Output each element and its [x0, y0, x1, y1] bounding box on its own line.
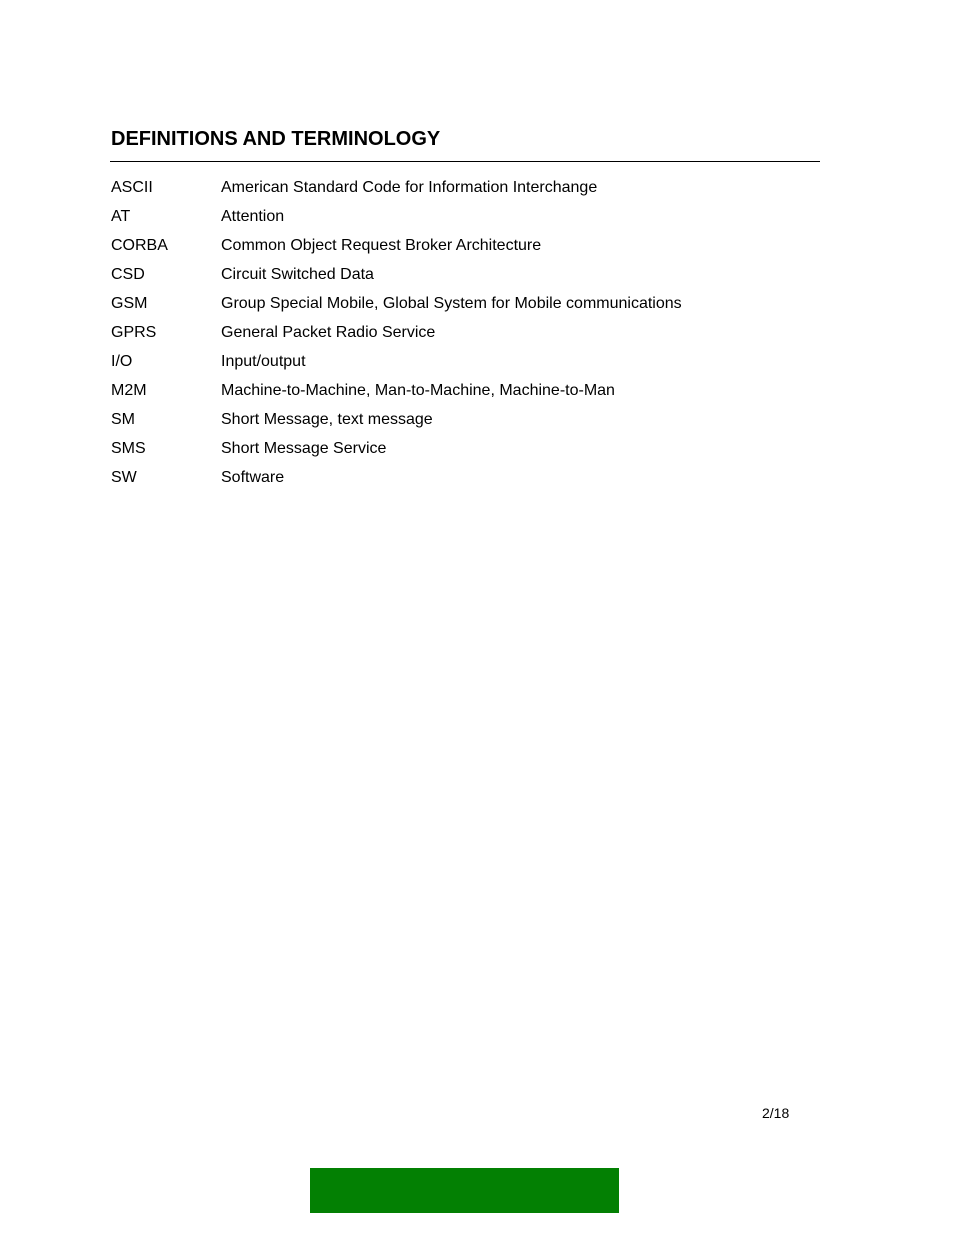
- term-definition: Circuit Switched Data: [221, 265, 374, 283]
- term-row: [111, 347, 682, 376]
- term-abbreviation: SW: [111, 468, 137, 486]
- page-title: DEFINITIONS AND TERMINOLOGY: [111, 128, 441, 150]
- term-definition: Group Special Mobile, Global System for Mobile communications: [221, 294, 682, 312]
- term-row: [111, 405, 682, 434]
- term-abbreviation: M2M: [111, 381, 147, 399]
- term-abbreviation: AT: [111, 207, 131, 225]
- term-row: [111, 173, 682, 202]
- term-abbreviation: GSM: [111, 294, 148, 312]
- term-definition: Software: [221, 468, 285, 486]
- footer-color-bar: [310, 1168, 619, 1213]
- term-abbreviation: ASCII: [111, 178, 153, 196]
- term-definition: American Standard Code for Information Interchange: [221, 178, 598, 196]
- term-row: [111, 376, 682, 405]
- terms-list: [111, 173, 682, 492]
- term-definition: Input/output: [221, 352, 306, 370]
- term-row: [111, 260, 682, 289]
- title-divider: [110, 161, 820, 162]
- term-definition: Short Message Service: [221, 439, 387, 457]
- term-row: [111, 434, 682, 463]
- page-number: 2/18: [762, 1105, 790, 1121]
- term-definition: Short Message, text message: [221, 410, 433, 428]
- term-row: [111, 202, 682, 231]
- term-row: [111, 231, 682, 260]
- term-row: [111, 463, 682, 492]
- term-abbreviation: SM: [111, 410, 135, 428]
- term-definition: Common Object Request Broker Architecture: [221, 236, 542, 254]
- term-row: [111, 318, 682, 347]
- term-abbreviation: I/O: [111, 352, 133, 370]
- term-definition: General Packet Radio Service: [221, 323, 436, 341]
- term-abbreviation: CSD: [111, 265, 145, 283]
- term-abbreviation: GPRS: [111, 323, 157, 341]
- term-abbreviation: SMS: [111, 439, 146, 457]
- term-row: [111, 289, 682, 318]
- term-definition: Attention: [221, 207, 285, 225]
- term-abbreviation: CORBA: [111, 236, 168, 254]
- term-definition: Machine-to-Machine, Man-to-Machine, Machine-to-Man: [221, 381, 615, 399]
